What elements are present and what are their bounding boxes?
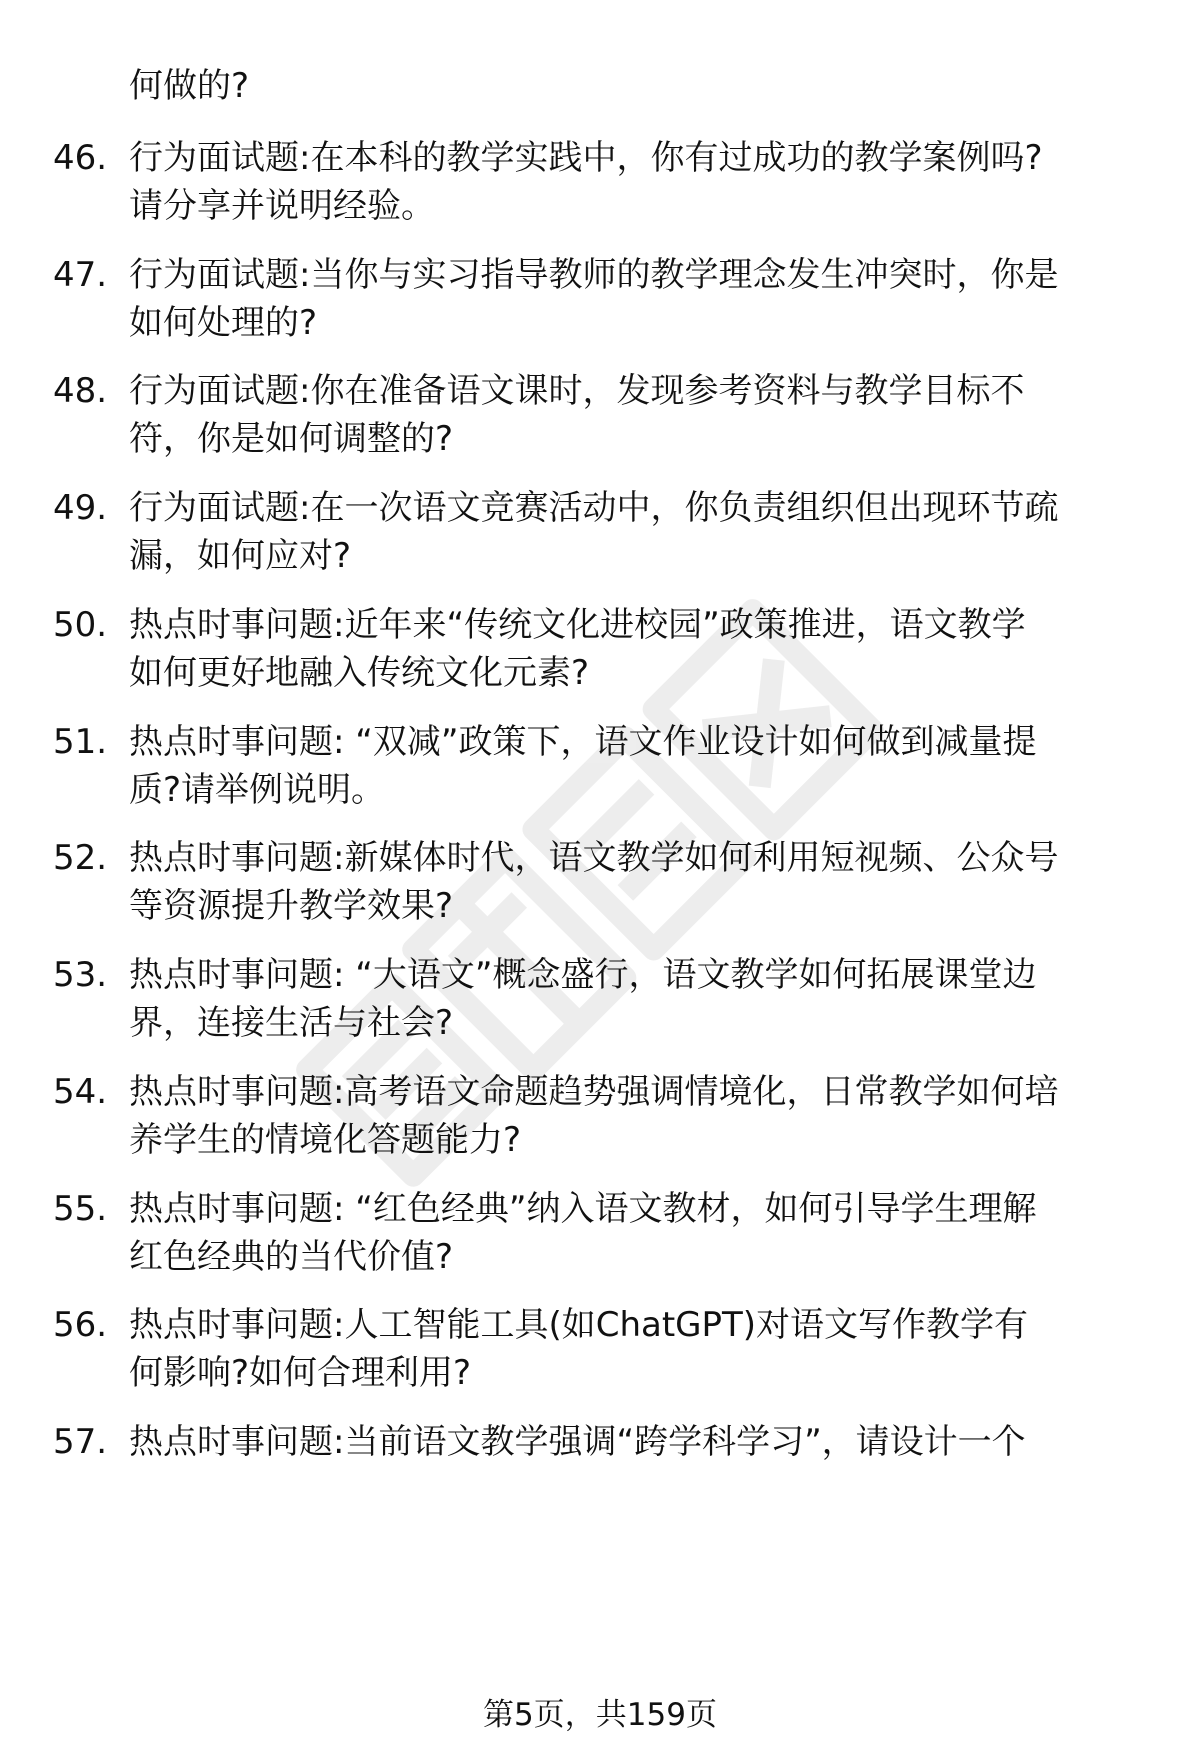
question-text-line-2: 漏，如何应对? <box>129 536 352 576</box>
question-text-line-2: 界，连接生活与社会? <box>129 1003 454 1043</box>
question-text-line-2: 何影响?如何合理利用? <box>129 1353 472 1393</box>
question-text-line-1: 热点时事问题:当前语文教学强调“跨学科学习”，请设计一个 <box>129 1422 1026 1462</box>
question-number: 51. <box>53 722 108 762</box>
question-text-line-2: 养学生的情境化答题能力? <box>129 1120 522 1160</box>
question-number: 53. <box>53 955 108 995</box>
question-text-line-2: 符，你是如何调整的? <box>129 419 454 459</box>
question-text-line-1: 热点时事问题: “红色经典”纳入语文教材，如何引导学生理解 <box>129 1189 1037 1229</box>
question-number: 49. <box>53 488 108 528</box>
question-text-line-1: 行为面试题:在一次语文竞赛活动中，你负责组织但出现环节疏 <box>129 488 1059 528</box>
question-text-line-1: 热点时事问题:高考语文命题趋势强调情境化，日常教学如何培 <box>129 1072 1059 1112</box>
question-number: 47. <box>53 255 108 295</box>
question-text-line-2: 如何更好地融入传统文化元素? <box>129 653 590 693</box>
question-text-line-1: 热点时事问题:近年来“传统文化进校园”政策推进，语文教学 <box>129 605 1026 645</box>
question-text-line-2: 请分享并说明经验。 <box>129 186 435 226</box>
question-text-line-1: 热点时事问题:人工智能工具(如ChatGPT)对语文写作教学有 <box>129 1305 1029 1345</box>
question-number: 55. <box>53 1189 108 1229</box>
question-number: 56. <box>53 1305 108 1345</box>
question-number: 48. <box>53 371 108 411</box>
question-text-line-1: 热点时事问题: “双减”政策下，语文作业设计如何做到减量提 <box>129 722 1037 762</box>
question-number: 46. <box>53 138 108 178</box>
question-number: 57. <box>53 1422 108 1462</box>
question-text-line-1: 热点时事问题:新媒体时代，语文教学如何利用短视频、公众号 <box>129 838 1059 878</box>
question-number: 54. <box>53 1072 108 1112</box>
page-footer: 第5页，共159页 <box>483 1697 717 1733</box>
question-text-line-2: 红色经典的当代价值? <box>129 1237 454 1277</box>
continuation-line: 何做的? <box>129 66 250 106</box>
question-number: 52. <box>53 838 108 878</box>
question-number: 50. <box>53 605 108 645</box>
question-text-line-2: 质?请举例说明。 <box>129 770 386 810</box>
question-text-line-1: 热点时事问题: “大语文”概念盛行，语文教学如何拓展课堂边 <box>129 955 1037 995</box>
question-text-line-1: 行为面试题:你在准备语文课时，发现参考资料与教学目标不 <box>129 371 1025 411</box>
question-text-line-1: 行为面试题:在本科的教学实践中，你有过成功的教学案例吗? <box>129 138 1043 178</box>
question-text-line-2: 如何处理的? <box>129 303 318 343</box>
question-text-line-2: 等资源提升教学效果? <box>129 886 454 926</box>
question-text-line-1: 行为面试题:当你与实习指导教师的教学理念发生冲突时，你是 <box>129 255 1059 295</box>
